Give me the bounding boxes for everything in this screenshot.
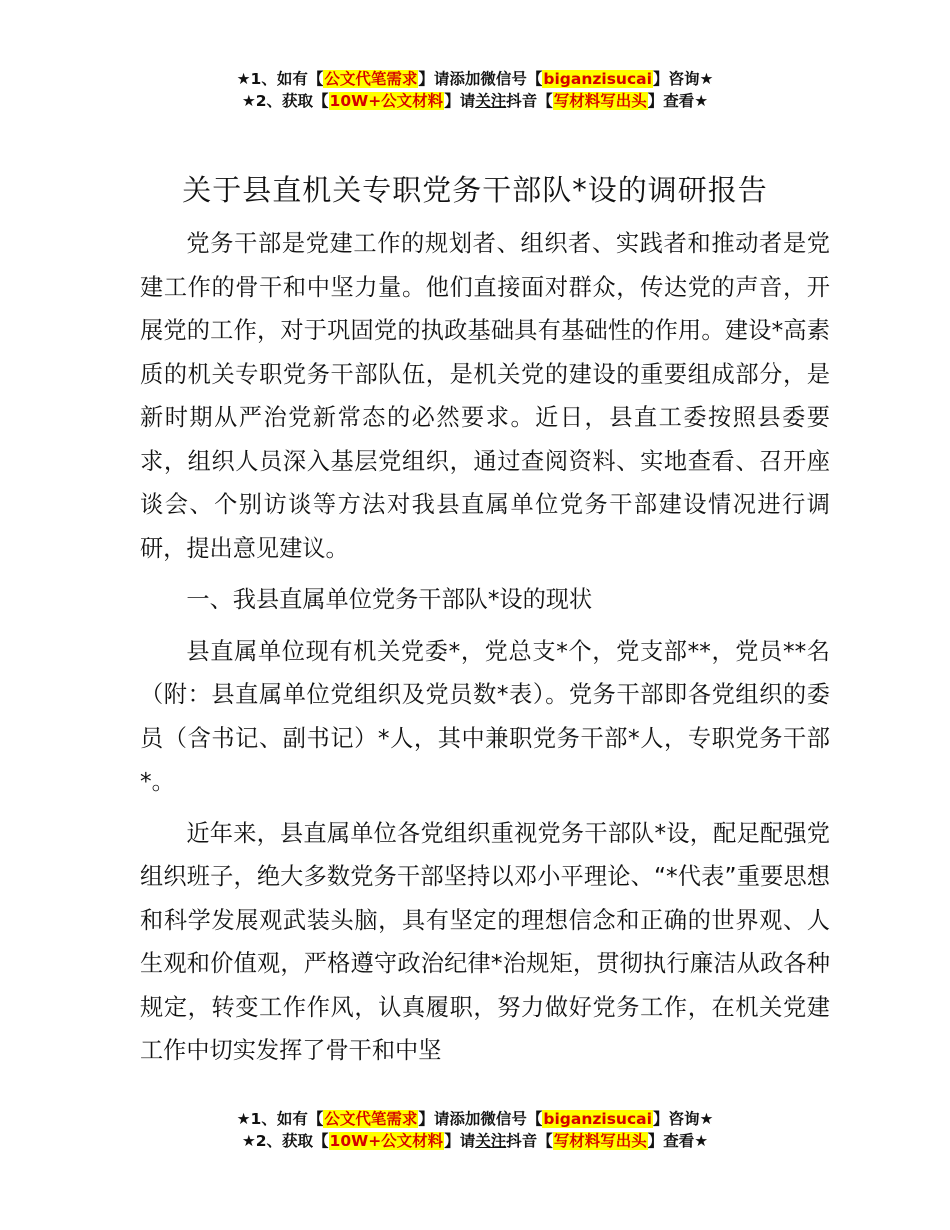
promo-line-1 bbox=[0, 68, 950, 90]
promo-text: 】请 bbox=[444, 92, 476, 110]
promo-highlight-douyin: 写材料写出头 bbox=[553, 1132, 647, 1150]
promo-highlight-douyin: 写材料写出头 bbox=[553, 92, 647, 110]
promo-line-1 bbox=[0, 1108, 950, 1130]
section-heading-1: 一、我县直属单位党务干部队*设的现状 bbox=[186, 586, 593, 613]
promo-underline: 关注 bbox=[475, 92, 507, 110]
promo-banner-bottom bbox=[0, 1108, 950, 1152]
promo-text: 】请添加微信号【 bbox=[418, 70, 543, 88]
promo-text: 】查看★ bbox=[647, 1132, 709, 1150]
promo-highlight: 10W+公文材料 bbox=[329, 92, 444, 110]
promo-text: ★1、如有【 bbox=[236, 1110, 324, 1128]
promo-text: ★2、获取【 bbox=[241, 92, 329, 110]
promo-text: 】请 bbox=[444, 1132, 476, 1150]
promo-text: ★2、获取【 bbox=[241, 1132, 329, 1150]
promo-underline: 关注 bbox=[475, 1132, 507, 1150]
promo-text: 抖音【 bbox=[506, 92, 553, 110]
document-body bbox=[140, 222, 830, 1073]
promo-text: 抖音【 bbox=[506, 1132, 553, 1150]
promo-highlight-wechat: biganzisucai bbox=[543, 1110, 652, 1128]
promo-line-2 bbox=[0, 90, 950, 112]
paragraph-recent-years: 近年来，县直属单位各党组织重视党务干部队*设，配足配强党组织班子，绝大多数党务干部坚持以邓小平理论、“*代表”重要思想和科学发展观武装头脑，具有坚定的理想信念和正确的世界观、人生观和价值观，严格遵守政治纪律*治规矩，贯彻执行廉洁从政各种规定，转变工作作风，认真履职，努力做好党务工作，在机关党建工作中切实发挥了骨干和中坚 bbox=[140, 819, 830, 1064]
promo-text: 】请添加微信号【 bbox=[418, 1110, 543, 1128]
promo-text: 】查看★ bbox=[647, 92, 709, 110]
promo-banner-top bbox=[0, 68, 950, 112]
promo-line-2 bbox=[0, 1130, 950, 1152]
promo-highlight: 公文代笔需求 bbox=[324, 70, 418, 88]
promo-highlight-wechat: biganzisucai bbox=[543, 70, 652, 88]
paragraph-intro: 党务干部是党建工作的规划者、组织者、实践者和推动者是党建工作的骨干和中坚力量。他们直接面对群众，传达党的声音，开展党的工作，对于巩固党的执政基础具有基础性的作用。建设*高素质的机关专职党务干部队伍，是机关党的建设的重要组成部分，是新时期从严治党新常态的必然要求。近日，县直工委按照县委要求，组织人员深入基层党组织，通过查阅资料、实地查看、召开座谈会、个别访谈等方法对我县直属单位党务干部建设情况进行调研，提出意见建议。 bbox=[140, 230, 830, 562]
promo-highlight: 10W+公文材料 bbox=[329, 1132, 444, 1150]
paragraph-status: 县直属单位现有机关党委*，党总支*个，党支部**，党员**名（附：县直属单位党组织及党员数*表）。党务干部即各党组织的委员（含书记、副书记）*人，其中兼职党务干部*人，专职党务干部*。 bbox=[140, 637, 830, 795]
promo-text: 】咨询★ bbox=[652, 1110, 714, 1128]
document-title: 关于县直机关专职党务干部队*设的调研报告 bbox=[182, 173, 768, 207]
promo-text: ★1、如有【 bbox=[236, 70, 324, 88]
promo-highlight: 公文代笔需求 bbox=[324, 1110, 418, 1128]
promo-text: 】咨询★ bbox=[652, 70, 714, 88]
